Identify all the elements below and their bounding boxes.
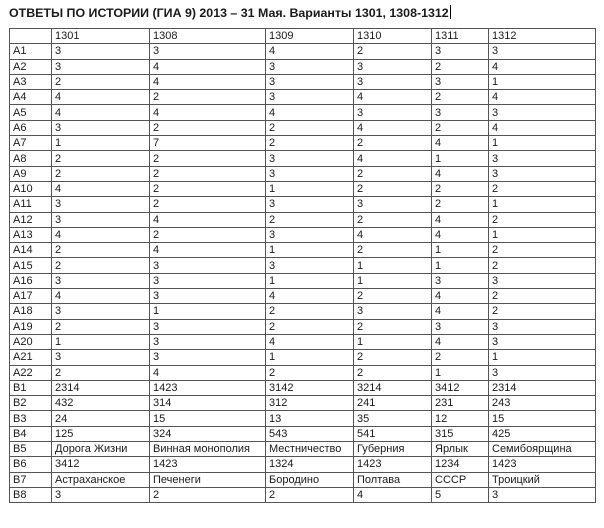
answer-cell: 3 — [150, 258, 266, 273]
answer-cell: 2 — [266, 120, 354, 135]
answer-cell: 3 — [266, 258, 354, 273]
question-label-cell: А12 — [10, 212, 52, 227]
answer-cell: 2 — [150, 181, 266, 196]
answer-cell: 3 — [266, 151, 354, 166]
answer-cell: 3 — [489, 365, 596, 380]
answer-cell: 315 — [432, 426, 489, 441]
table-row — [10, 365, 596, 380]
answer-cell: 4 — [52, 181, 150, 196]
answer-cell: 2 — [354, 289, 432, 304]
table-row — [10, 350, 596, 365]
question-label-cell: А6 — [10, 120, 52, 135]
answer-cell: Троицкий — [489, 472, 596, 487]
question-label-cell: В5 — [10, 442, 52, 457]
answer-cell: 1 — [354, 273, 432, 288]
table-row — [10, 151, 596, 166]
answer-cell: 2 — [354, 181, 432, 196]
answer-cell: 2 — [150, 197, 266, 212]
answer-cell: 3 — [52, 120, 150, 135]
answer-cell: 1 — [266, 273, 354, 288]
answer-cell: 2 — [354, 365, 432, 380]
answer-cell: 15 — [489, 411, 596, 426]
question-label-cell: В6 — [10, 457, 52, 472]
answer-cell: 2 — [354, 44, 432, 59]
answer-cell: 2 — [150, 151, 266, 166]
question-label-cell: А10 — [10, 181, 52, 196]
answer-cell: 2 — [266, 365, 354, 380]
answer-cell: 1 — [266, 350, 354, 365]
answer-cell: 425 — [489, 426, 596, 441]
answer-cell: 4 — [432, 227, 489, 242]
column-header: 1309 — [266, 29, 354, 44]
answer-cell: 4 — [432, 304, 489, 319]
answer-cell: Местничество — [266, 442, 354, 457]
table-row — [10, 380, 596, 395]
answer-cell: 2314 — [52, 380, 150, 395]
answer-cell: 3214 — [354, 380, 432, 395]
question-label-cell: А17 — [10, 289, 52, 304]
answer-cell: 3 — [354, 105, 432, 120]
answer-cell: 2 — [489, 258, 596, 273]
table-row — [10, 166, 596, 181]
table-row — [10, 212, 596, 227]
answer-cell: 243 — [489, 396, 596, 411]
answer-cell: 2 — [432, 90, 489, 105]
table-row — [10, 319, 596, 334]
answer-cell: 3 — [489, 273, 596, 288]
answer-cell: 1324 — [266, 457, 354, 472]
question-label-cell: А13 — [10, 227, 52, 242]
question-label-cell: В4 — [10, 426, 52, 441]
answer-cell: 4 — [52, 105, 150, 120]
answer-cell: 1423 — [150, 380, 266, 395]
answer-cell: 3 — [266, 197, 354, 212]
answer-cell: 3 — [52, 304, 150, 319]
question-label-cell: А2 — [10, 59, 52, 74]
answer-cell: 3 — [432, 105, 489, 120]
answer-cell: 3 — [150, 350, 266, 365]
question-label-cell: А9 — [10, 166, 52, 181]
answer-cell: Астраханское — [52, 472, 150, 487]
answer-cell: 4 — [266, 289, 354, 304]
question-label-cell: А5 — [10, 105, 52, 120]
question-label-cell: А11 — [10, 197, 52, 212]
answer-cell: 3 — [489, 334, 596, 349]
column-header: 1311 — [432, 29, 489, 44]
answer-cell: 15 — [150, 411, 266, 426]
answer-cell: 3 — [52, 197, 150, 212]
answer-cell: 1 — [52, 334, 150, 349]
answer-cell: 3 — [432, 319, 489, 334]
question-label-cell: В2 — [10, 396, 52, 411]
table-row — [10, 426, 596, 441]
answer-cell: 2 — [150, 166, 266, 181]
answer-cell: 4 — [354, 227, 432, 242]
answer-cell: 1 — [266, 181, 354, 196]
answer-cell: 2 — [354, 350, 432, 365]
answer-cell: 2 — [52, 243, 150, 258]
question-label-cell: А7 — [10, 136, 52, 151]
answer-cell: 2 — [266, 212, 354, 227]
answer-cell: 2 — [52, 151, 150, 166]
answers-table — [9, 28, 596, 503]
table-header-row — [10, 29, 596, 44]
answer-cell: 231 — [432, 396, 489, 411]
answer-cell: 314 — [150, 396, 266, 411]
document-title — [9, 4, 451, 22]
answer-cell: 3 — [266, 166, 354, 181]
answer-cell: 2 — [354, 243, 432, 258]
answer-cell: 4 — [354, 90, 432, 105]
answer-cell: 1 — [266, 243, 354, 258]
document-title-text: ОТВЕТЫ ПО ИСТОРИИ (ГИА 9) 2013 – 31 Мая. Варианты 1301, 1308-1312 — [9, 6, 449, 20]
answer-cell: 35 — [354, 411, 432, 426]
answer-cell: 12 — [432, 411, 489, 426]
answer-cell: 3 — [489, 166, 596, 181]
answer-cell: Бородино — [266, 472, 354, 487]
answer-cell: 4 — [52, 289, 150, 304]
column-header: 1308 — [150, 29, 266, 44]
answer-cell: 1 — [489, 136, 596, 151]
answer-cell: 1 — [150, 304, 266, 319]
question-label-cell: В8 — [10, 487, 52, 502]
answer-cell: 2 — [432, 120, 489, 135]
answer-cell: 2 — [432, 350, 489, 365]
table-row — [10, 273, 596, 288]
question-label-cell: А15 — [10, 258, 52, 273]
answer-cell: 3 — [150, 319, 266, 334]
answer-cell: 1 — [489, 74, 596, 89]
answer-cell: 2 — [432, 197, 489, 212]
answer-cell: 3 — [52, 212, 150, 227]
answer-cell: 2 — [489, 304, 596, 319]
answer-cell: 4 — [150, 212, 266, 227]
answer-cell: 3142 — [266, 380, 354, 395]
answer-cell: 3 — [354, 304, 432, 319]
answer-cell: 4 — [354, 151, 432, 166]
text-cursor — [450, 5, 452, 19]
column-header: 1312 — [489, 29, 596, 44]
answer-cell: 2314 — [489, 380, 596, 395]
answer-cell: 3 — [432, 74, 489, 89]
question-label-cell: А18 — [10, 304, 52, 319]
question-label-cell: А16 — [10, 273, 52, 288]
answer-cell: 4 — [354, 120, 432, 135]
answer-cell: 2 — [266, 319, 354, 334]
table-row — [10, 396, 596, 411]
answer-cell: 2 — [266, 304, 354, 319]
answer-cell: 5 — [432, 487, 489, 502]
question-label-cell: В1 — [10, 380, 52, 395]
question-label-cell: А21 — [10, 350, 52, 365]
table-row — [10, 44, 596, 59]
answer-cell: 3 — [432, 44, 489, 59]
answer-cell: 4 — [52, 227, 150, 242]
answer-cell: 3 — [150, 44, 266, 59]
table-row — [10, 472, 596, 487]
answer-cell: 2 — [489, 243, 596, 258]
answer-cell: 13 — [266, 411, 354, 426]
table-row — [10, 243, 596, 258]
answer-cell: 4 — [266, 105, 354, 120]
table-row — [10, 197, 596, 212]
answer-cell: 1 — [432, 151, 489, 166]
answer-cell: 543 — [266, 426, 354, 441]
answer-cell: 1 — [354, 258, 432, 273]
answer-cell: 3 — [266, 90, 354, 105]
question-label-cell: А14 — [10, 243, 52, 258]
answer-cell: 4 — [354, 487, 432, 502]
question-label-cell: А22 — [10, 365, 52, 380]
answer-cell: 3 — [354, 74, 432, 89]
answer-cell: 2 — [354, 212, 432, 227]
table-row — [10, 442, 596, 457]
answer-cell: 2 — [150, 90, 266, 105]
answer-cell: 541 — [354, 426, 432, 441]
answer-cell: 2 — [489, 289, 596, 304]
answer-cell: 3 — [266, 74, 354, 89]
answer-cell: Ярлык — [432, 442, 489, 457]
answer-cell: СССР — [432, 472, 489, 487]
answer-cell: 3 — [150, 289, 266, 304]
table-row — [10, 74, 596, 89]
question-label-cell: А1 — [10, 44, 52, 59]
answer-cell: 3 — [354, 197, 432, 212]
table-row — [10, 289, 596, 304]
answer-cell: 2 — [489, 212, 596, 227]
answer-cell: 3 — [52, 59, 150, 74]
answer-cell: 2 — [150, 120, 266, 135]
answer-cell: 3 — [489, 319, 596, 334]
question-label-cell: А19 — [10, 319, 52, 334]
question-label-cell: А4 — [10, 90, 52, 105]
answer-cell: 4 — [489, 120, 596, 135]
answer-cell: 2 — [52, 166, 150, 181]
answer-cell: 3 — [489, 151, 596, 166]
answer-cell: 324 — [150, 426, 266, 441]
answer-cell: 432 — [52, 396, 150, 411]
answer-cell: 3 — [266, 59, 354, 74]
answer-cell: Печенеги — [150, 472, 266, 487]
answer-cell: 4 — [266, 334, 354, 349]
table-body — [10, 44, 596, 503]
table-row — [10, 334, 596, 349]
question-label-cell: А20 — [10, 334, 52, 349]
answer-cell: 7 — [150, 136, 266, 151]
table-row — [10, 258, 596, 273]
answer-cell: 2 — [52, 74, 150, 89]
answer-cell: 3 — [150, 334, 266, 349]
answer-cell: 241 — [354, 396, 432, 411]
column-header: 1310 — [354, 29, 432, 44]
answer-cell: 3 — [354, 59, 432, 74]
question-label-cell: В3 — [10, 411, 52, 426]
answer-cell: 2 — [432, 59, 489, 74]
question-label-cell: А8 — [10, 151, 52, 166]
answer-cell: 1423 — [150, 457, 266, 472]
answer-cell: Дорога Жизни — [52, 442, 150, 457]
answer-cell: 3 — [489, 487, 596, 502]
answer-cell: 3 — [432, 273, 489, 288]
table-row — [10, 90, 596, 105]
answer-cell: 2 — [354, 166, 432, 181]
answer-cell: 4 — [150, 243, 266, 258]
column-header: 1301 — [52, 29, 150, 44]
answer-cell: 1 — [489, 227, 596, 242]
answer-cell: 1 — [432, 365, 489, 380]
table-row — [10, 487, 596, 502]
answer-cell: 2 — [266, 487, 354, 502]
answer-cell: 2 — [354, 319, 432, 334]
answer-cell: 4 — [432, 166, 489, 181]
table-row — [10, 457, 596, 472]
answer-cell: 4 — [150, 59, 266, 74]
answer-cell: 125 — [52, 426, 150, 441]
answer-cell: 1234 — [432, 457, 489, 472]
table-row — [10, 105, 596, 120]
answer-cell: 4 — [150, 74, 266, 89]
answer-cell: 2 — [432, 181, 489, 196]
answer-cell: 4 — [432, 289, 489, 304]
answer-cell: 4 — [432, 212, 489, 227]
answer-cell: 3 — [52, 350, 150, 365]
answer-cell: 2 — [52, 319, 150, 334]
answer-cell: 1423 — [489, 457, 596, 472]
table-row — [10, 411, 596, 426]
answer-cell: 4 — [489, 90, 596, 105]
answer-cell: 1423 — [354, 457, 432, 472]
question-label-cell: А3 — [10, 74, 52, 89]
table-row — [10, 59, 596, 74]
answer-cell: 2 — [354, 136, 432, 151]
question-label-cell: В7 — [10, 472, 52, 487]
answer-cell: 1 — [52, 136, 150, 151]
answer-cell: 1 — [489, 197, 596, 212]
table-row — [10, 120, 596, 135]
answer-cell: 1 — [489, 350, 596, 365]
answer-cell: 4 — [150, 365, 266, 380]
table-row — [10, 181, 596, 196]
answer-cell: 3 — [489, 105, 596, 120]
answer-cell: 3412 — [52, 457, 150, 472]
answer-cell: 1 — [432, 243, 489, 258]
answer-cell: 3 — [266, 227, 354, 242]
answer-cell: 1 — [432, 258, 489, 273]
answer-cell: 2 — [52, 365, 150, 380]
answer-cell: Полтава — [354, 472, 432, 487]
table-row — [10, 304, 596, 319]
answer-cell: 2 — [489, 181, 596, 196]
answer-cell: 3 — [489, 44, 596, 59]
answer-cell: 3 — [52, 487, 150, 502]
answer-cell: 3 — [150, 273, 266, 288]
answer-cell: 2 — [52, 258, 150, 273]
answer-cell: 3 — [52, 44, 150, 59]
answer-cell: 3412 — [432, 380, 489, 395]
answer-cell: 24 — [52, 411, 150, 426]
table-row — [10, 136, 596, 151]
answer-cell: Винная монополия — [150, 442, 266, 457]
answer-cell: 4 — [432, 136, 489, 151]
answer-cell: Семибоярщина — [489, 442, 596, 457]
answer-cell: 2 — [150, 487, 266, 502]
answer-cell: 2 — [266, 136, 354, 151]
table-row — [10, 227, 596, 242]
answer-cell: 3 — [52, 273, 150, 288]
answer-cell: 4 — [489, 59, 596, 74]
answer-cell: 1 — [354, 334, 432, 349]
answer-cell: 4 — [432, 334, 489, 349]
answer-cell: Губерния — [354, 442, 432, 457]
answer-cell: 2 — [150, 227, 266, 242]
column-header — [10, 29, 52, 44]
answer-cell: 4 — [52, 90, 150, 105]
answer-cell: 4 — [150, 105, 266, 120]
answer-cell: 312 — [266, 396, 354, 411]
answer-cell: 4 — [266, 44, 354, 59]
